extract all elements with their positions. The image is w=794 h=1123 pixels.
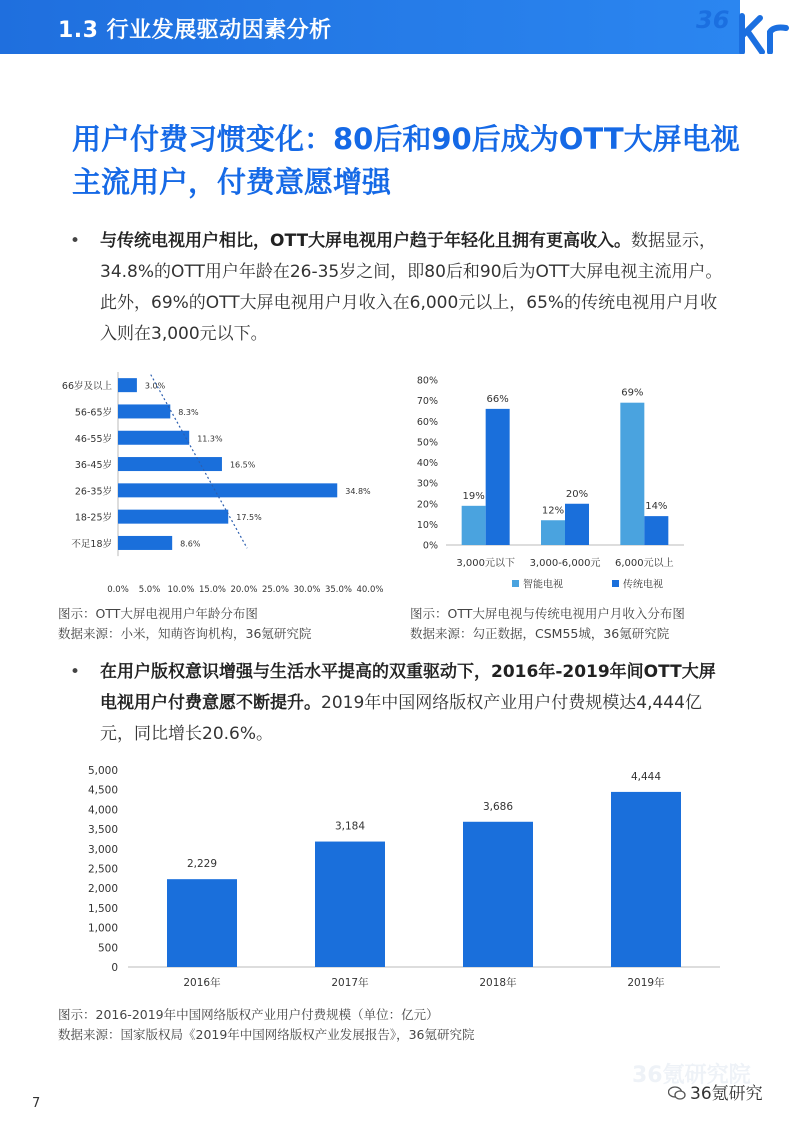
x-tick-label: 2018年 [479,977,517,989]
bar [315,842,385,967]
chart3-source: 数据来源：国家版权局《2019年中国网络版权产业发展报告》，36氪研究院 [58,1027,475,1042]
y-tick-label: 2,000 [87,883,118,896]
wechat-name: 36氪研究 [690,1084,763,1104]
payment-scale-chart [60,760,740,996]
chart2-title: 图示：OTT大屏电视与传统电视用户月收入分布图 [410,606,685,621]
x-tick-label: 3,000元以下 [456,558,515,569]
x-tick-label: 15.0% [198,585,227,595]
bullet-paragraph-2 [70,657,730,752]
x-tick-label: 2016年 [183,977,221,989]
data-label: 8.3% [178,407,199,417]
data-label: 17.5% [236,513,262,523]
data-label: 14% [645,501,668,513]
y-tick-label: 40% [416,458,438,469]
y-tick-label: 20% [416,499,438,511]
brand-logo [694,2,794,54]
chart3-caption [58,1005,474,1045]
bar [118,431,189,445]
bar [541,520,565,545]
data-label: 34.8% [345,486,371,496]
bar [118,510,228,524]
header-bar [0,0,740,54]
bar [118,378,137,392]
y-tick-label: 3,500 [87,824,118,837]
y-tick-label: 3,000 [87,843,118,856]
watermark: 36氪研究院 [632,1063,751,1088]
y-tick-label: 36-45岁 [74,460,112,472]
bullet-dot: • [70,231,81,251]
bullet-bold: 与传统电视用户相比，OTT大屏电视用户趋于年轻化且拥有更高收入。 [100,231,632,251]
x-tick-label: 40.0% [356,585,384,595]
y-tick-label: 1,500 [87,902,118,915]
chart1-title: 图示：OTT大屏电视用户年龄分布图 [58,606,258,621]
section-title: 1.3 行业发展驱动因素分析 [58,18,332,43]
bullet-paragraph-1 [70,226,730,352]
page-title: 用户付费习惯变化：80后和90后成为OTT大屏电视主流用户，付费意愿增强 [72,122,740,199]
data-label: 8.6% [180,539,201,549]
bullet-text [100,226,725,350]
x-tick-label: 6,000元以上 [615,558,674,569]
data-label: 19% [462,490,485,502]
income-distribution-chart [404,368,704,600]
chart2-caption [410,604,685,644]
chart3-title: 图示：2016-2019年中国网络版权产业用户付费规模（单位：亿元） [58,1007,439,1022]
y-tick-label: 66岁及以上 [61,381,112,393]
bullet-body: 2019年中国网络版权产业用户付费规模达4,444亿元，同比增长20.6%。 [100,693,702,744]
data-label: 12% [541,505,565,517]
data-label: 66% [486,393,509,405]
y-tick-label: 0% [422,540,438,552]
y-tick-label: 18-25岁 [74,512,112,524]
bar [462,506,486,545]
y-tick-label: 60% [416,416,438,428]
x-tick-label: 2019年 [627,977,665,989]
data-label: 69% [621,387,644,399]
bar [118,457,222,471]
data-label: 11.3% [197,434,223,444]
bar [118,404,170,418]
x-tick-label: 25.0% [261,585,290,595]
y-tick-label: 2,500 [87,863,118,876]
chart1-caption [58,604,311,644]
chart1-source: 数据来源：小米，知萌咨询机构，36氪研究院 [58,626,312,641]
page-number: 7 [32,1096,41,1111]
data-label: 3.0% [144,381,166,391]
x-tick-label: 10.0% [167,585,195,595]
bullet-dot: • [70,662,81,682]
legend-label: 传统电视 [623,579,663,591]
data-label: 2,229 [186,858,218,871]
x-tick-label: 20.0% [230,585,258,595]
data-label: 20% [565,488,589,500]
kr-logo-icon [694,2,794,54]
bar [486,409,510,545]
bar [118,536,172,550]
bullet-bold: 在用户版权意识增强与生活水平提高的双重驱动下，2016年-2019年间OTT大屏电视用户付费意愿不断提升。 [100,662,716,713]
bar [611,792,681,967]
bar [644,516,668,545]
x-tick-label: 0.0% [107,585,129,595]
y-tick-label: 70% [416,396,438,408]
bullet-body: 数据显示，34.8%的OTT用户年龄在26-35岁之间，即80后和90后为OTT大屏电视主流用户。此外，69%的OTT大屏电视用户月收入在6,000元以上，65%的传统电视用户月收入则在3,000元以下。 [100,231,723,344]
bar [167,879,237,967]
legend-swatch [612,580,619,587]
wechat-account [668,1079,763,1104]
y-tick-label: 1,000 [87,922,118,935]
wechat-icon [668,1086,686,1100]
data-label: 4,444 [630,770,662,783]
bar [463,822,533,967]
age-distribution-chart [40,364,390,604]
y-tick-label: 4,000 [87,804,118,817]
bullet-text [100,657,725,750]
y-tick-label: 50% [416,437,438,449]
y-tick-label: 500 [97,942,118,955]
y-tick-label: 不足18岁 [71,538,112,550]
data-label: 3,184 [334,820,366,833]
bar [620,403,644,545]
svg-text:36: 36 [696,6,730,34]
y-tick-label: 56-65岁 [74,407,112,419]
chart2-source: 数据来源：勾正数据，CSM55城，36氪研究院 [410,626,670,641]
y-tick-label: 0 [111,962,118,974]
x-tick-label: 5.0% [138,585,161,595]
bar [118,483,337,497]
y-tick-label: 30% [416,478,438,490]
y-tick-label: 4,500 [87,784,118,797]
data-label: 3,686 [482,800,514,813]
bar [565,504,589,545]
y-tick-label: 46-55岁 [74,433,112,445]
legend-label: 智能电视 [523,579,563,591]
x-tick-label: 3,000-6,000元 [529,558,601,569]
x-tick-label: 2017年 [331,977,369,989]
y-tick-label: 10% [416,519,438,531]
legend-swatch [512,580,519,587]
y-tick-label: 5,000 [87,765,118,777]
data-label: 16.5% [229,460,256,470]
y-tick-label: 26-35岁 [74,486,112,498]
y-tick-label: 80% [416,375,438,387]
x-tick-label: 30.0% [293,585,321,595]
x-tick-label: 35.0% [324,585,353,595]
